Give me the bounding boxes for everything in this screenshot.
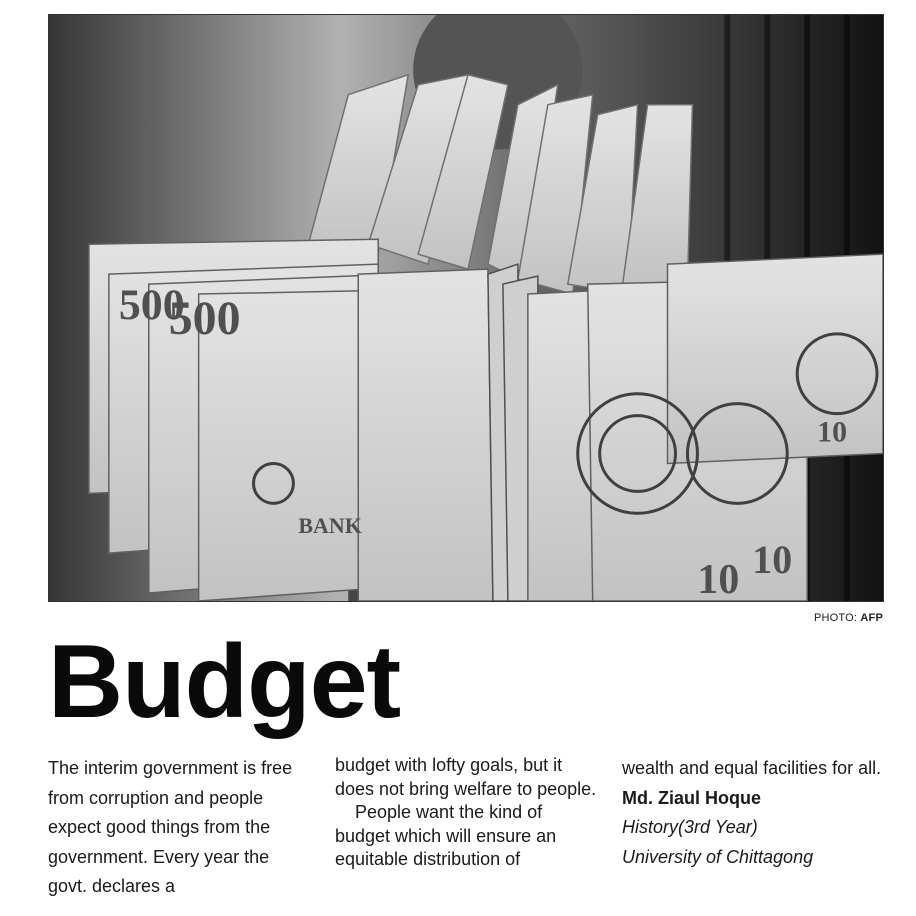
body-text: People want the kind of budget which will ensure an equitable distribution of (335, 802, 557, 869)
body-text: budget with lofty goals, but it does not bring welfare to people. (335, 755, 597, 799)
article-column-3 (622, 754, 882, 872)
note-label: 10 (817, 415, 848, 449)
note-label: BANK (298, 513, 362, 539)
photo-credit-source: AFP (860, 612, 883, 624)
author-role: History(3rd Year) (622, 817, 758, 837)
author-institution: University of Chittagong (622, 846, 814, 867)
banknotes-photo (48, 14, 884, 602)
note-label: 500 (168, 291, 241, 345)
note-label: 10 (752, 537, 793, 583)
photo-credit-prefix: PHOTO: (813, 612, 858, 624)
photo-credit (814, 612, 883, 624)
article-column-1 (48, 754, 310, 902)
note-label: 500 (118, 280, 185, 329)
article-column-2 (335, 754, 597, 872)
banknotes-fan-icon (49, 15, 883, 601)
body-text: wealth and equal facilities for all. (622, 758, 882, 778)
author-name: Md. Ziaul Hoque (622, 787, 761, 808)
body-text: The interim government is free from corruption and people expect good things from the government. Every year the govt. declares a (48, 758, 293, 896)
note-label: 10 (697, 557, 740, 601)
headline: Budget (48, 624, 401, 740)
